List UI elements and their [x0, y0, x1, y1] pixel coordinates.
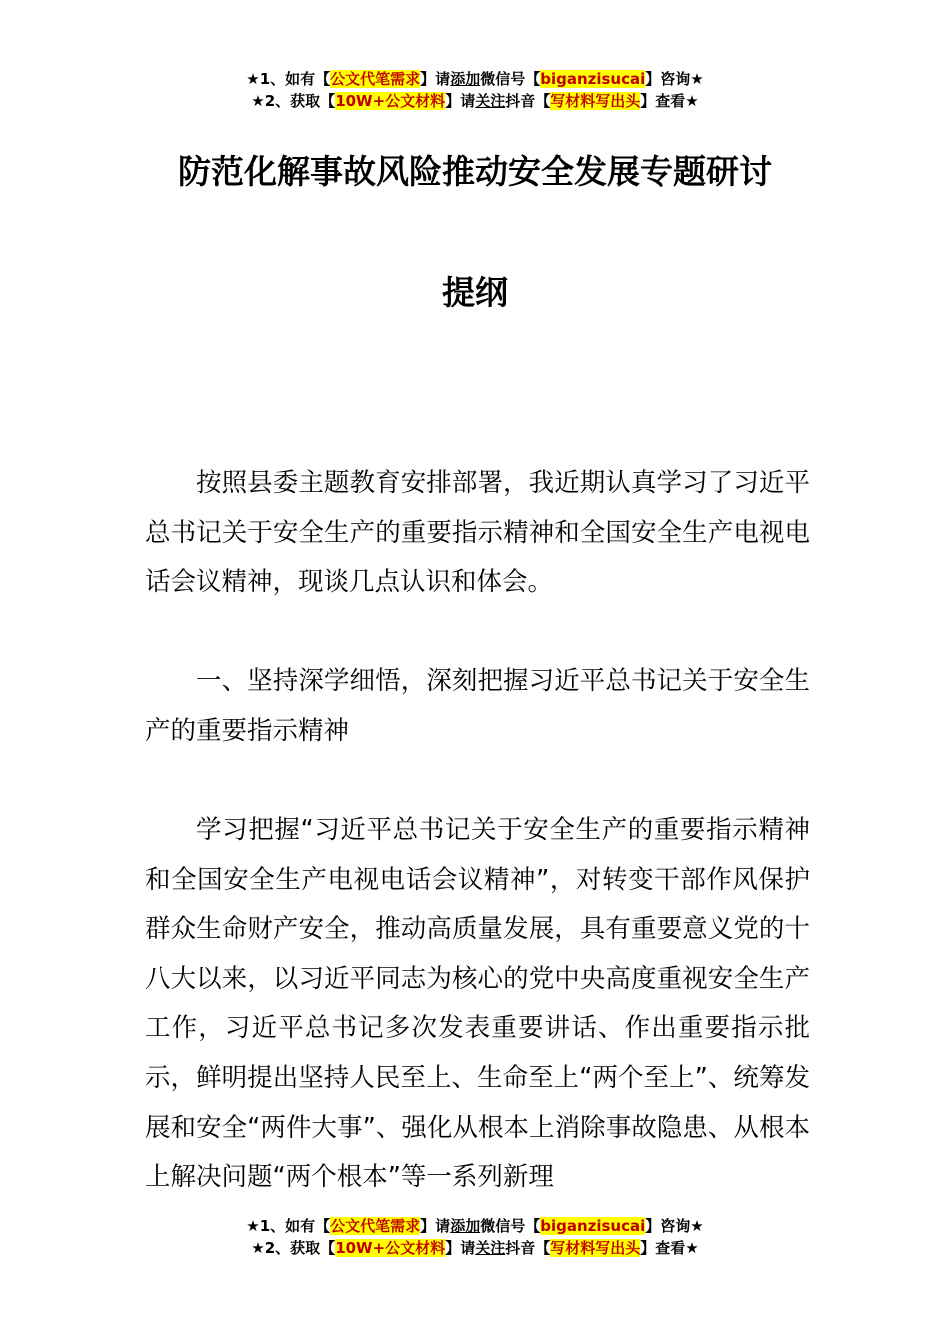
promo-text: 】查看★	[640, 92, 699, 110]
promo-text: 微信号【	[480, 1217, 541, 1235]
promo-highlight: 10W+公文材料	[335, 1239, 446, 1257]
section-heading: 一、坚持深学细悟，深刻把握习近平总书记关于安全生产的重要指示精神	[145, 666, 810, 746]
promo-line-1	[0, 68, 950, 90]
promo-highlight-douyin-id: 写材料写出头	[550, 92, 641, 110]
promo-highlight-douyin-id: 写材料写出头	[550, 1239, 641, 1257]
promo-highlight: 10W+公文材料	[335, 92, 446, 110]
promo-line-2	[0, 90, 950, 112]
promo-text: 】请	[420, 1217, 451, 1235]
promo-text: 抖音【	[505, 92, 551, 110]
promo-line-2	[0, 1237, 950, 1259]
header-promo-banner	[0, 68, 950, 112]
promo-text: 抖音【	[505, 1239, 551, 1257]
promo-text: 】请	[445, 92, 476, 110]
promo-text: 微信号【	[480, 70, 541, 88]
paragraph-body: 学习把握“习近平总书记关于安全生产的重要指示精神和全国安全生产电视电话会议精神”，对转变干部作风保护群众生命财产安全，推动高质量发展，具有重要意义党的十八大以来，以习近平同志为核心的党中央高度重视安全生产工作，习近平总书记多次发表重要讲话、作出重要指示批示，鲜明提出坚持人民至上、生命至上“两个至上”、统筹发展和安全“两件大事”、强化从根本上消除事故隐患、从根本上解决问题“两个根本”等一系列新理	[145, 815, 810, 1193]
promo-text: ★2、获取【	[251, 1239, 336, 1257]
promo-text: ★1、如有【	[246, 70, 331, 88]
promo-highlight: 公文代笔需求	[330, 1217, 421, 1235]
body-paragraph	[145, 657, 810, 756]
promo-highlight-wechat-id: biganzisucai	[540, 70, 646, 88]
promo-text: 】咨询★	[645, 70, 704, 88]
document-title-continued: 提纲	[442, 273, 508, 312]
promo-underlined-text: 关注	[475, 1239, 506, 1257]
promo-text: ★1、如有【	[246, 1217, 331, 1235]
promo-text: 】查看★	[640, 1239, 699, 1257]
footer-promo-banner	[0, 1215, 950, 1259]
promo-line-1	[0, 1215, 950, 1237]
paragraph-intro: 按照县委主题教育安排部署，我近期认真学习了习近平总书记关于安全生产的重要指示精神和全国安全生产电视电话会议精神，现谈几点认识和体会。	[145, 468, 810, 598]
body-paragraph	[145, 459, 810, 608]
promo-highlight: 公文代笔需求	[330, 70, 421, 88]
document-title: 防范化解事故风险推动安全发展专题研讨	[178, 152, 772, 191]
promo-highlight-wechat-id: biganzisucai	[540, 1217, 646, 1235]
promo-text: 】请	[420, 70, 451, 88]
promo-text: ★2、获取【	[251, 92, 336, 110]
promo-underlined-text: 添加	[450, 70, 481, 88]
promo-underlined-text: 添加	[450, 1217, 481, 1235]
promo-text: 】请	[445, 1239, 476, 1257]
promo-underlined-text: 关注	[475, 92, 506, 110]
promo-text: 】咨询★	[645, 1217, 704, 1235]
body-paragraph	[145, 806, 810, 1203]
